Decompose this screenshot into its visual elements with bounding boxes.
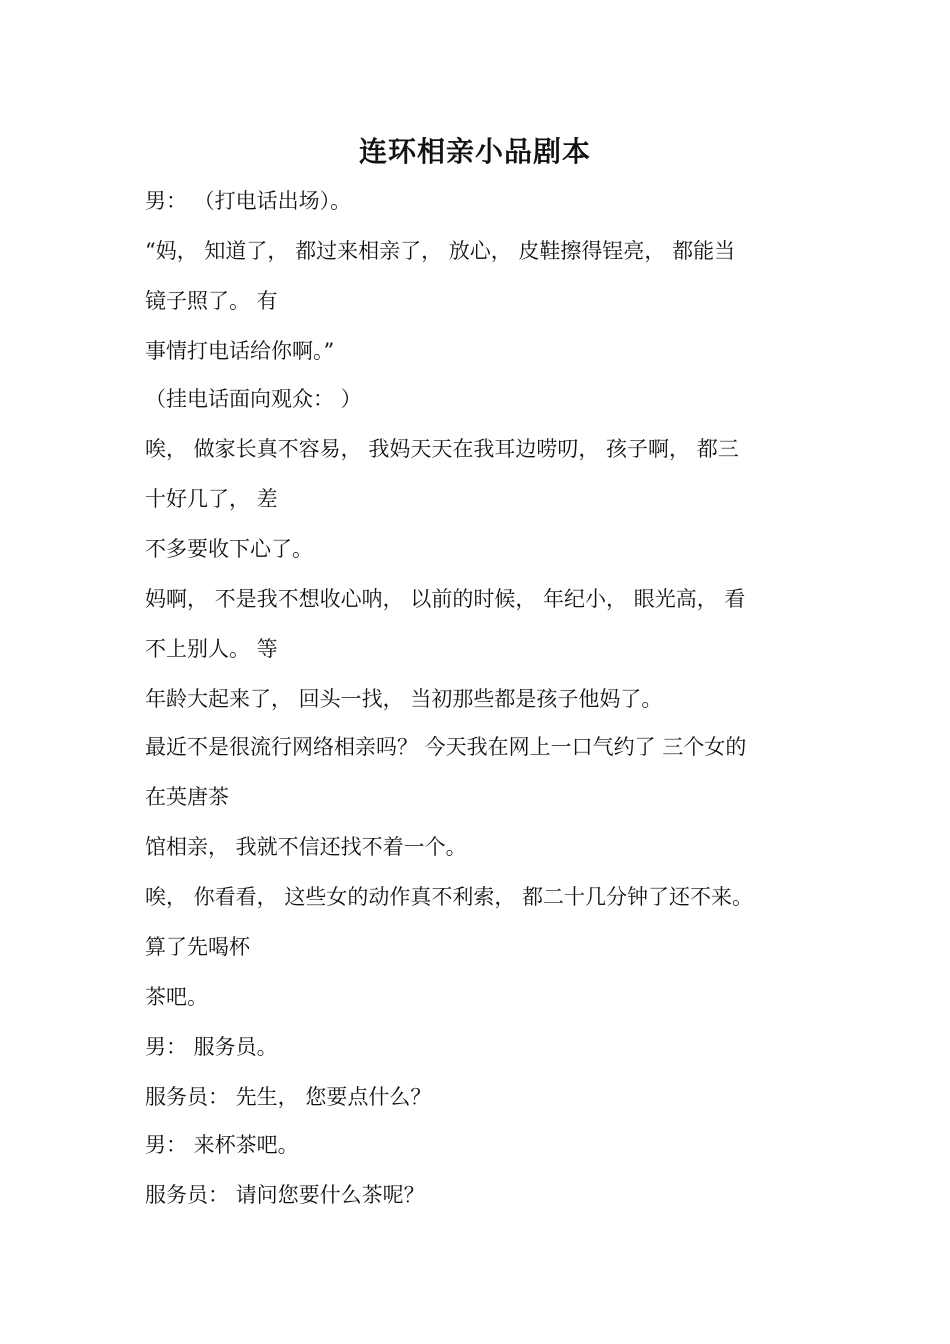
document-title: 连环相亲小品剧本 <box>358 135 591 168</box>
text-line: 镜子照了。 有 <box>145 289 278 313</box>
text-line: 唉， 你看看， 这些女的动作真不利索， 都二十几分钟了还不来。 <box>145 885 754 909</box>
text-line: 在英唐茶 <box>145 785 229 809</box>
text-line: 唉， 做家长真不容易， 我妈天天在我耳边唠叨， 孩子啊， 都三 <box>145 437 739 461</box>
text-line: 最近不是很流行网络相亲吗？ 今天我在网上一口气约了 三个女的 <box>145 735 747 759</box>
text-line: 茶吧。 <box>145 985 208 1009</box>
text-line: 妈啊， 不是我不想收心呐， 以前的时候， 年纪小， 眼光高， 看 <box>145 587 746 611</box>
text-line: 男： （打电话出场）。 <box>145 189 352 213</box>
text-line: 服务员： 请问您要什么茶呢？ <box>145 1183 425 1207</box>
text-line: 男： 服务员。 <box>145 1035 278 1059</box>
text-line: 馆相亲， 我就不信还找不着一个。 <box>145 835 467 859</box>
text-line: 不上别人。 等 <box>145 637 278 661</box>
text-line: 事情打电话给你啊。” <box>145 339 335 363</box>
text-line: 十好几了， 差 <box>145 487 278 511</box>
text-line: 算了先喝杯 <box>145 935 250 959</box>
text-line: 服务员： 先生， 您要点什么？ <box>145 1085 432 1109</box>
text-line: 不多要收下心了。 <box>145 537 313 561</box>
text-line: 年龄大起来了， 回头一找， 当初那些都是孩子他妈了。 <box>145 687 663 711</box>
text-line: 男： 来杯茶吧。 <box>145 1133 299 1157</box>
text-line: “妈， 知道了， 都过来相亲了， 放心， 皮鞋擦得锃亮， 都能当 <box>145 239 736 263</box>
text-line: （挂电话面向观众： ） <box>145 387 362 411</box>
